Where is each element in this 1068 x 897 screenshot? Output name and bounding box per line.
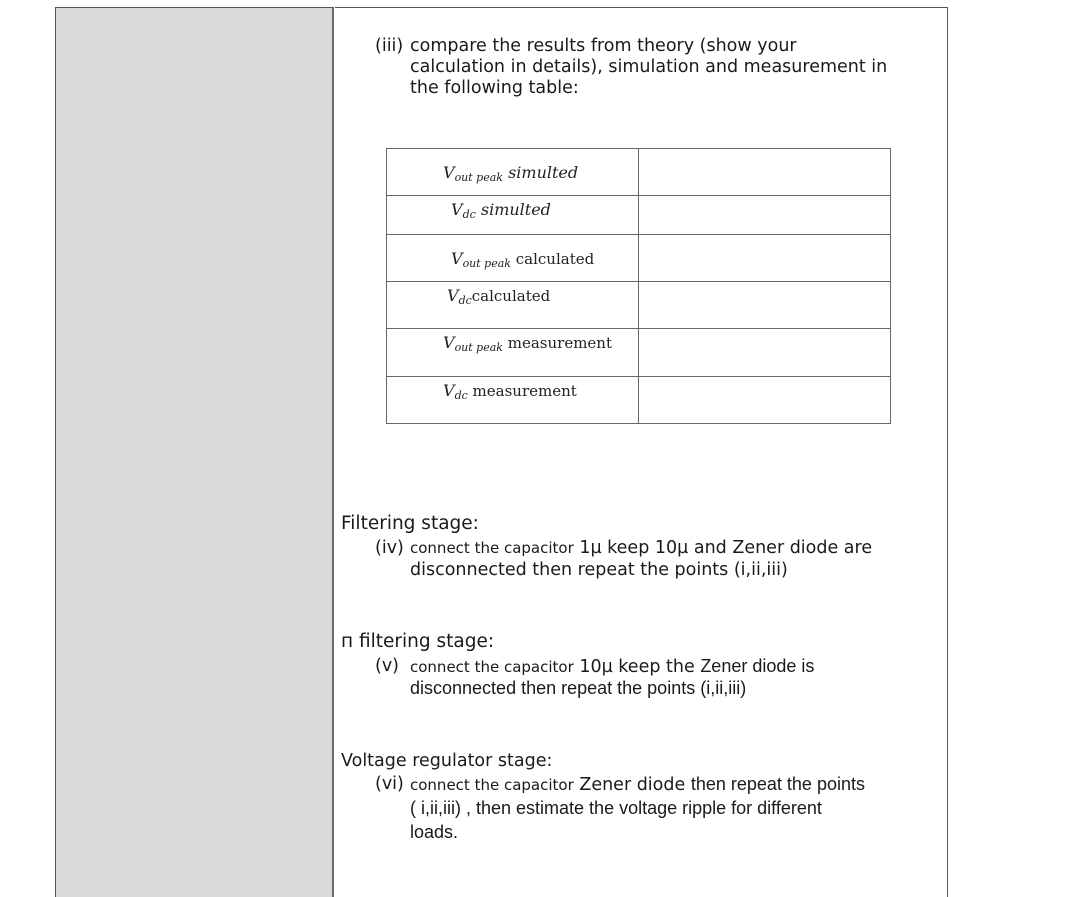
table-cell-label: $V_{out peak}$ calculated (387, 235, 639, 282)
pi-filtering-heading: п filtering stage: (341, 631, 495, 652)
table-cell-value[interactable] (639, 282, 891, 329)
left-column-cell (55, 7, 334, 897)
item-number: (iii) (375, 36, 404, 56)
table-row (387, 282, 891, 329)
item-text-line2: ( i,ii,iii) , then estimate the voltage ripple for different (410, 798, 822, 818)
regulator-heading: Voltage regulator stage: (341, 751, 553, 771)
item-text-line3: the following table: (410, 78, 579, 98)
results-table (386, 148, 891, 424)
item-number: (v) (375, 656, 400, 676)
item-number: (iv) (375, 538, 404, 558)
table-row (387, 329, 891, 377)
table-cell-value[interactable] (639, 377, 891, 424)
item-text-line2: disconnected then repeat the points (i,ii,iii) (410, 678, 747, 698)
item-iii (375, 36, 955, 106)
item-text-line2: calculation in details), simulation and measurement in (410, 57, 888, 77)
item-text-line1: compare the results from theory (show your (410, 36, 797, 56)
table-cell-value[interactable] (639, 329, 891, 377)
table-cell-label: $V_{out peak}$ simulted (387, 149, 639, 196)
table-row (387, 196, 891, 235)
item-text-line1: connect the capacitor Zener diode then repeat the points (410, 774, 865, 795)
table-row (387, 235, 891, 282)
table-cell-label: $V_{dc}calculated$ (387, 282, 639, 329)
item-number: (vi) (375, 774, 404, 794)
item-text-line3: loads. (410, 822, 459, 842)
table-cell-value[interactable] (639, 196, 891, 235)
table-cell-value[interactable] (639, 235, 891, 282)
table-cell-label: $V_{dc}$ simulted (387, 196, 639, 235)
item-text-line1: connect the capacitor 10µ keep the Zener diode is (410, 656, 815, 677)
filtering-heading: Filtering stage: (341, 513, 479, 534)
item-text-line2: disconnected then repeat the points (i,ii,iii) (410, 560, 788, 580)
table-row (387, 149, 891, 196)
item-v (375, 656, 955, 700)
table-cell-value[interactable] (639, 149, 891, 196)
table-row (387, 377, 891, 424)
table-cell-label: $V_{out peak}$ measurement (387, 329, 639, 377)
table-cell-label: $V_{dc}$ measurement (387, 377, 639, 424)
item-text-line1: connect the capacitor 1µ keep 10µ and Zener diode are (410, 538, 873, 558)
item-vi (375, 774, 955, 844)
item-iv (375, 538, 955, 582)
